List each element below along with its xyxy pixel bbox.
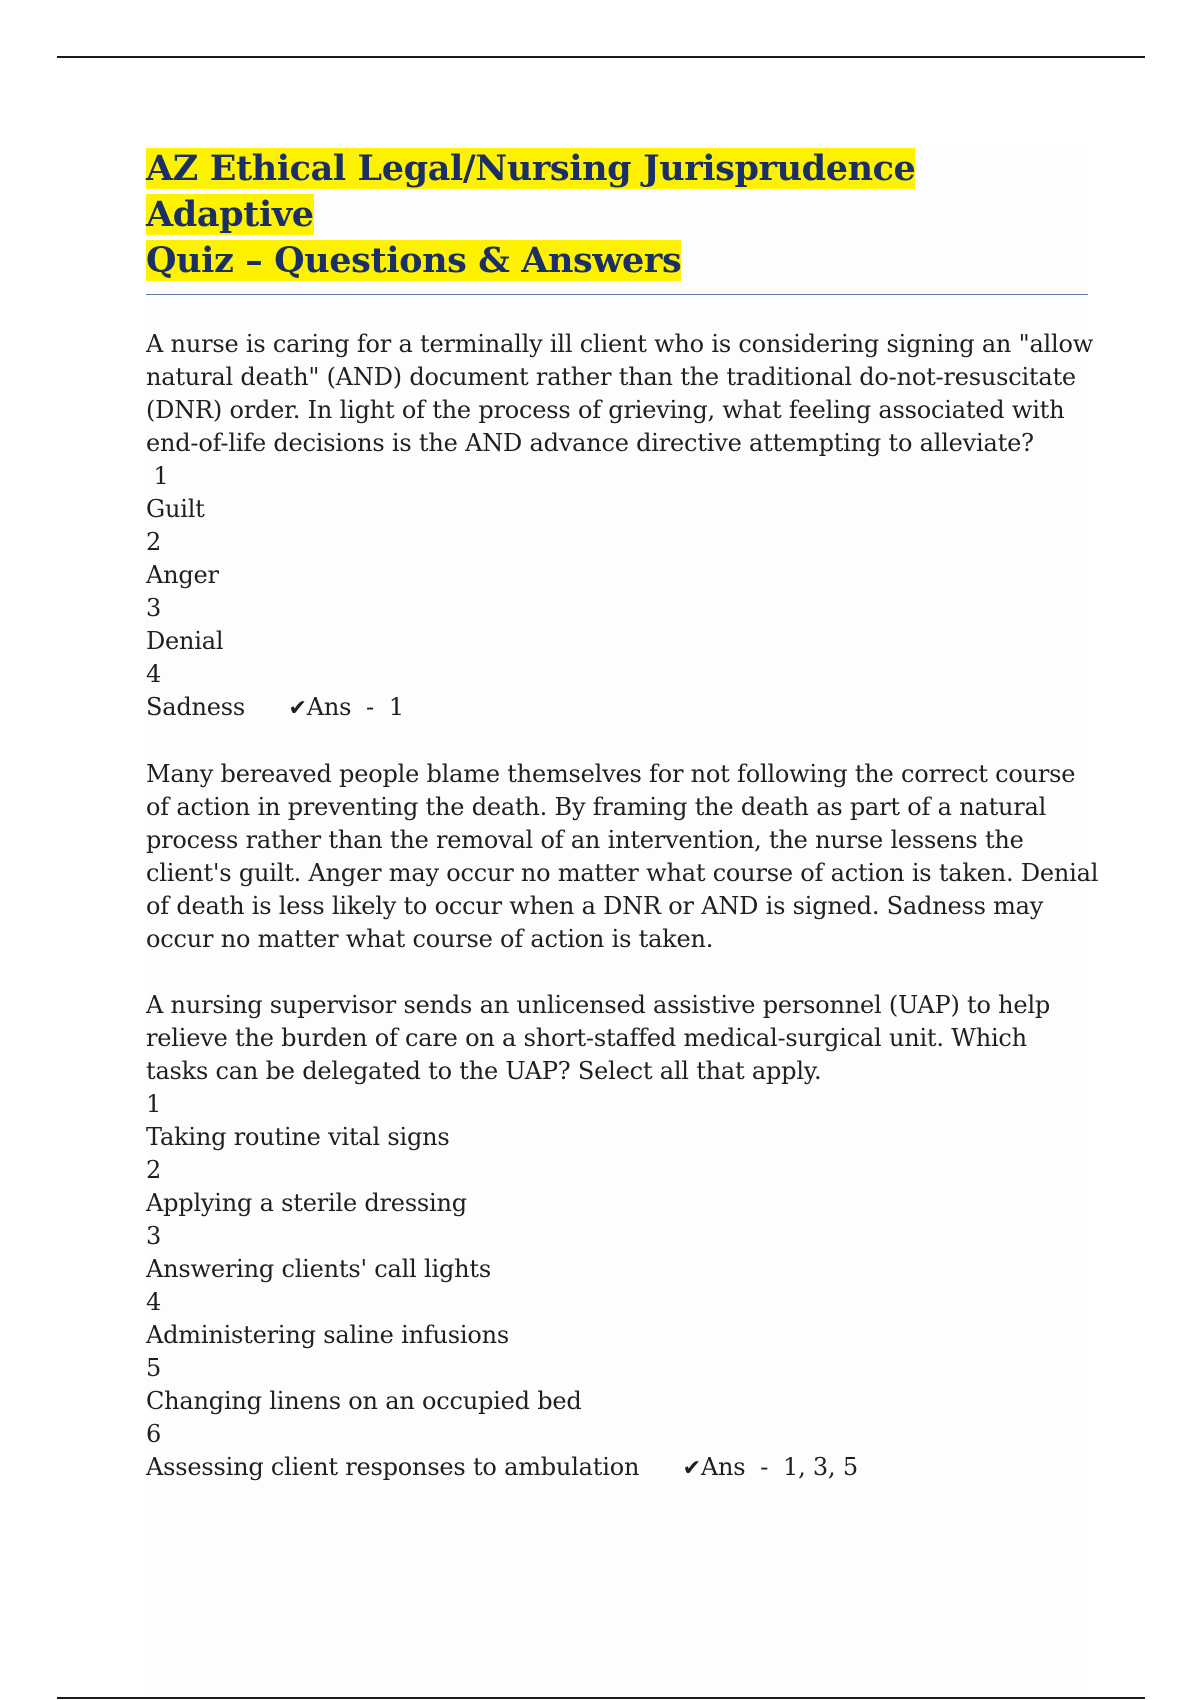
rationale-line: of death is less likely to occur when a DNR or AND is signed. Sadness may <box>146 892 1044 920</box>
answer-label: Ans - 1 <box>306 693 404 721</box>
stem-line: end-of-life decisions is the AND advance directive attempting to alleviate? <box>146 429 1034 457</box>
question-1 <box>146 328 1099 956</box>
option-number: 4 <box>146 660 162 688</box>
rationale-line: client's guilt. Anger may occur no matter what course of action is taken. Denial <box>146 859 1099 887</box>
answer-key <box>683 1451 858 1485</box>
option-number: 3 <box>146 1222 162 1250</box>
option-row-with-answer <box>146 1451 1088 1485</box>
title-line-1: AZ Ethical Legal/Nursing Jurisprudence Adaptive <box>146 148 916 235</box>
option-text: Changing linens on an occupied bed <box>146 1387 582 1415</box>
option-number: 1 <box>146 462 169 490</box>
option-text: Administering saline infusions <box>146 1321 509 1349</box>
option-number: 5 <box>146 1354 162 1382</box>
option-number: 6 <box>146 1420 162 1448</box>
option-row-with-answer <box>146 691 1088 725</box>
stem-line: relieve the burden of care on a short-staffed medical-surgical unit. Which <box>146 1024 1027 1052</box>
option-list <box>146 460 1088 725</box>
option-text: Answering clients' call lights <box>146 1255 491 1283</box>
answer-label: Ans - 1, 3, 5 <box>700 1453 858 1481</box>
option-text: Denial <box>146 627 224 655</box>
rationale-line: Many bereaved people blame themselves for not following the correct course <box>146 760 1076 788</box>
stem-line: A nursing supervisor sends an unlicensed assistive personnel (UAP) to help <box>146 991 1051 1019</box>
checkmark-icon: ✔ <box>682 1456 701 1481</box>
stem-line: natural death" (AND) document rather than the traditional do-not-resuscitate <box>146 363 1076 391</box>
answer-key <box>288 691 403 725</box>
stem-line: tasks can be delegated to the UAP? Select all that apply. <box>146 1057 822 1085</box>
title-line-2: Quiz – Questions & Answers <box>146 240 682 281</box>
page-bottom-rule <box>57 1697 1145 1699</box>
document-title <box>146 146 1088 284</box>
rationale-line: of action in preventing the death. By framing the death as part of a natural <box>146 793 1047 821</box>
option-text: Anger <box>146 561 219 589</box>
option-text: Applying a sterile dressing <box>146 1189 467 1217</box>
page-top-rule <box>57 56 1145 58</box>
option-number: 1 <box>146 1090 162 1118</box>
checkmark-icon: ✔ <box>288 696 307 721</box>
rationale-line: occur no matter what course of action is taken. <box>146 925 714 953</box>
title-underline <box>146 294 1088 295</box>
option-number: 2 <box>146 1156 162 1184</box>
option-list <box>146 1088 1088 1485</box>
option-number: 3 <box>146 594 162 622</box>
stem-line: (DNR) order. In light of the process of grieving, what feeling associated with <box>146 396 1065 424</box>
question-stem <box>146 328 1094 460</box>
stem-line: A nurse is caring for a terminally ill client who is considering signing an "allow <box>146 330 1094 358</box>
document-body <box>146 146 1099 1696</box>
option-text: Guilt <box>146 495 205 523</box>
question-stem <box>146 989 1088 1088</box>
option-text: Assessing client responses to ambulation <box>146 1453 640 1481</box>
question-2 <box>146 989 1088 1485</box>
option-text: Taking routine vital signs <box>146 1123 450 1151</box>
option-number: 2 <box>146 528 162 556</box>
rationale-line: process rather than the removal of an intervention, the nurse lessens the <box>146 826 1024 854</box>
option-number: 4 <box>146 1288 162 1316</box>
rationale <box>146 758 1099 956</box>
option-text: Sadness <box>146 693 246 721</box>
